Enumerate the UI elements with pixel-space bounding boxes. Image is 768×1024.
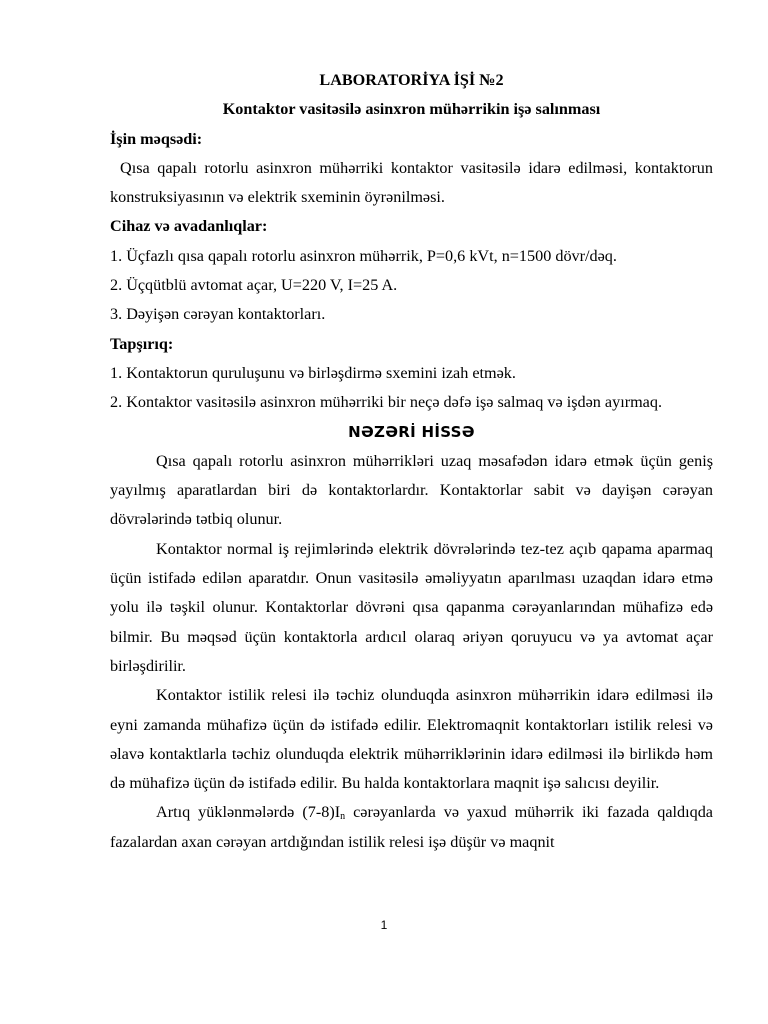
task-heading: Tapşırıq:: [110, 334, 174, 353]
purpose-heading: İşin məqsədi:: [110, 129, 203, 148]
document-title: LABORATORİYA İŞİ №2: [319, 71, 504, 89]
equipment-item: 3. Dəyişən cərəyan kontaktorları.: [110, 305, 326, 324]
equipment-heading: Cihaz və avadanlıqlar:: [110, 217, 268, 236]
document-subtitle: Kontaktor vasitəsilə asinxron mühərrikin işə salınması: [222, 100, 601, 119]
document-page: [110, 66, 713, 857]
theory-paragraph: Kontaktor istilik relesi ilə təchiz olunduqda asinxron mühərrikin idarə edilməsi ilə eyni zamanda mühafizə üçün də istifadə edilir. Elektromaqnit kontaktorları istilik relesi və əlavə kontaktlarla təchiz olunduqda elektrik mühərriklərinin idarə edilməsi ilə birlikdə həm də mühafizə üçün də istifadə edilir. Bu halda kontaktorlara maqnit işə salıcısı deyilir.: [110, 686, 713, 793]
theory-paragraph-last: [110, 798, 713, 857]
last-paragraph-rest: cərəyanlarda və yaxud mühərrik iki fazada qaldıqda fazalardan axan cərəyan artdığından istilik relesi işə düşür və maqnit: [110, 803, 713, 851]
current-subscript: n: [340, 811, 346, 823]
last-paragraph-start: Artıq yüklənmələrdə (7-8)I: [156, 803, 341, 822]
theory-paragraph: Kontaktor normal iş rejimlərində elektrik dövrələrində tez-tez açıb qapama aparmaq üçün istifadə edilən aparatdır. Onun vasitəsilə əməliyyatın aparılması uzaqdan idarə etmə yolu ilə təşkil olunur. Kontaktorlar dövrəni qısa qapanma cərəyanlarından mühafizə edə bilmir. Bu məqsəd üçün kontaktorla ardıcıl olaraq əriyən qoruyucu və ya avtomat açar birləşdirilir.: [110, 539, 713, 675]
theory-paragraph: Qısa qapalı rotorlu asinxron mühərrikləri uzaq məsafədən idarə etmək üçün geniş yayılmış aparatlardan biri də kontaktorlardır. Kontaktorlar sabit və dayişən cərəyan dövrələrində tətbiq olunur.: [110, 451, 713, 529]
theory-heading: NƏZƏRİ HİSSƏ: [348, 422, 475, 441]
purpose-text: Qısa qapalı rotorlu asinxron mühərriki kontaktor vasitəsilə idarə edilməsi, kontaktorun konstruksiyasının və elektrik sxeminin öyrənilməsi.: [110, 158, 713, 207]
equipment-item: 1. Üçfazlı qısa qapalı rotorlu asinxron mühərrik, P=0,6 kVt, n=1500 dövr/dəq.: [110, 246, 617, 265]
equipment-item: 2. Üçqütblü avtomat açar, U=220 V, I=25 A.: [110, 276, 398, 295]
page-number: 1: [380, 918, 388, 932]
task-item: 2. Kontaktor vasitəsilə asinxron mühərriki bir neçə dəfə işə salmaq və işdən ayırmaq.: [110, 393, 663, 412]
task-item: 1. Kontaktorun quruluşunu və birləşdirmə sxemini izah etmək.: [110, 363, 516, 382]
